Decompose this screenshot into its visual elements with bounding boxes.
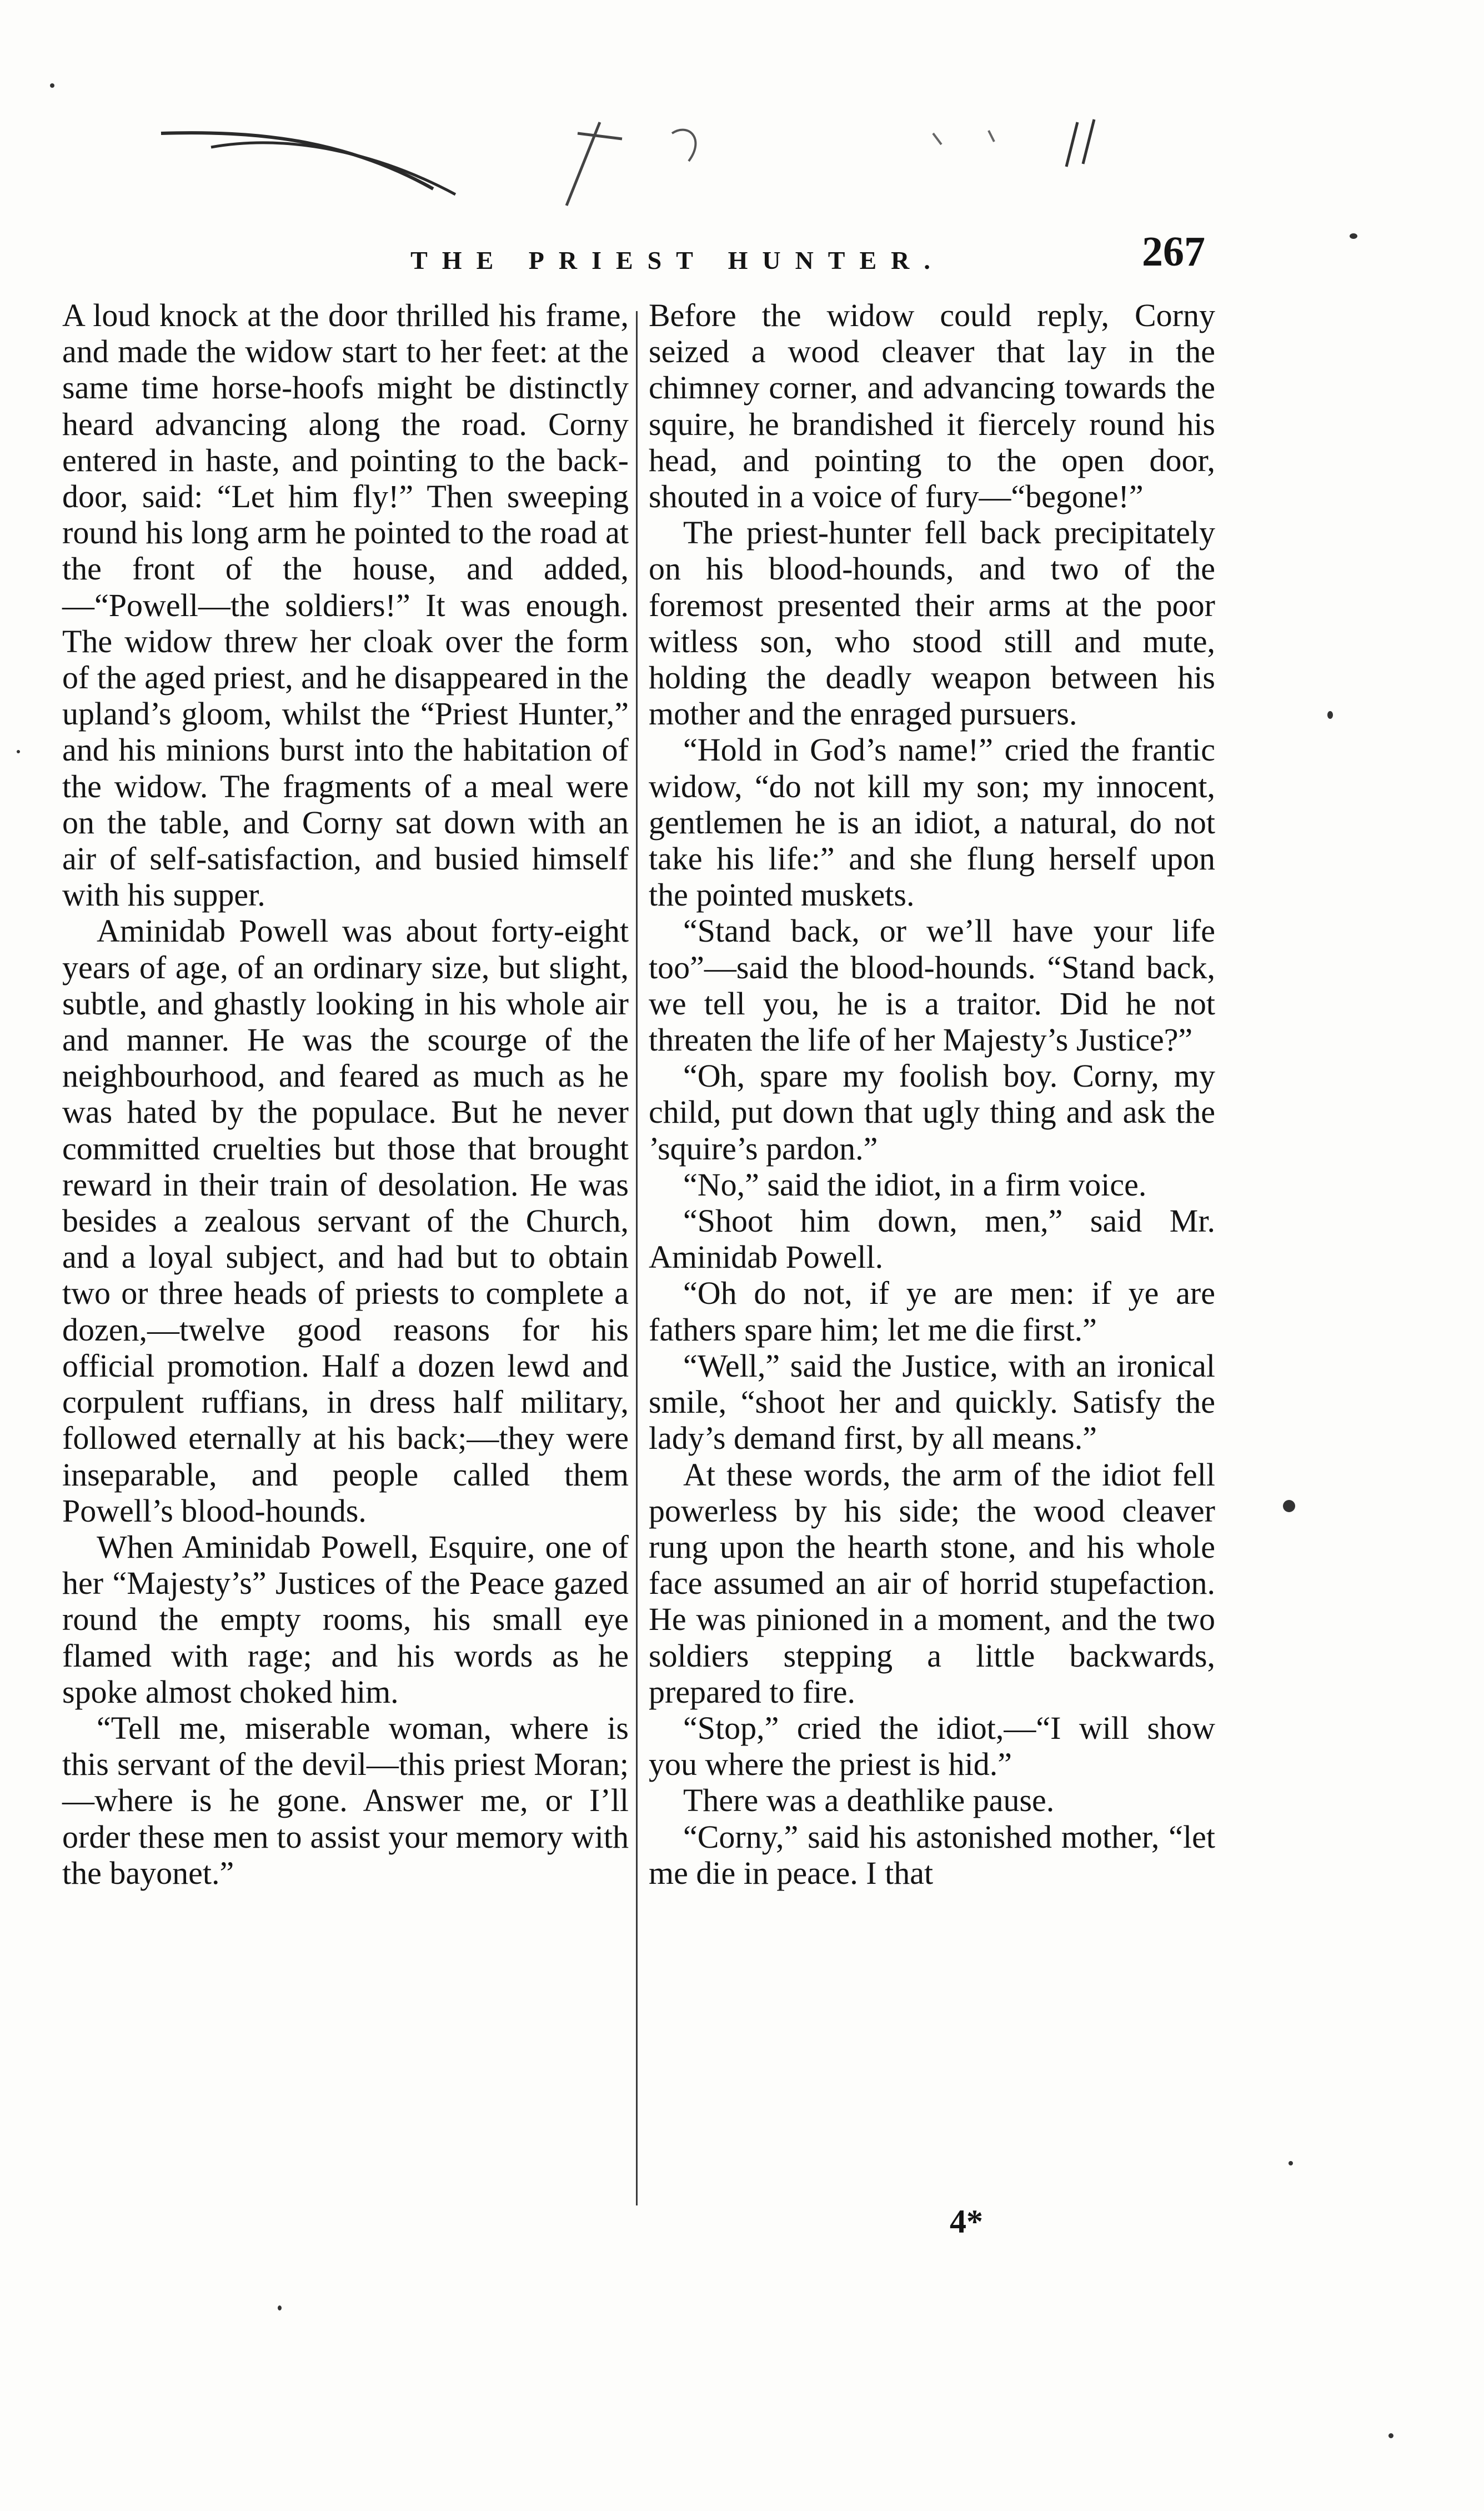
left-paragraph-1: A loud knock at the door thrilled his frame, and made the widow start to her feet: at the same time horse-hoofs might be distinctly heard advancing along the road. Corny entered in haste, and pointing to the back-door, said: “Let him fly!” Then sweeping round his long arm he pointed to the road at the front of the house, and added,—“Powell—the soldiers!” It was enough. The widow threw her cloak over the form of the aged priest, and he disappeared in the upland’s gloom, whilst the “Priest Hunter,” and his minions burst into the habitation of the widow. The fragments of a meal were on the table, and Corny sat down with an air of self-satisfaction, and busied himself with his supper.	[62, 297, 629, 913]
signature-mark: 4*	[950, 2203, 983, 2240]
right-paragraph-10: At these words, the arm of the idiot fell powerless by his side; the wood cleaver rung upon the hearth stone, and his whole face assumed an air of horrid stupefaction. He was pinioned in a moment, and the two soldiers stepping a little backwards, prepared to fire.	[649, 1456, 1215, 1710]
right-paragraph-11: “Stop,” cried the idiot,—“I will show you where the priest is hid.”	[649, 1709, 1215, 1783]
column-divider	[636, 311, 638, 2205]
right-paragraph-7: “Shoot him down, men,” said Mr. Aminidab Powell.	[649, 1203, 1215, 1275]
right-paragraph-3: “Hold in God’s name!” cried the frantic widow, “do not kill my son; my innocent, gentlemen he is an idiot, a natural, do not take his life:” and she flung herself upon the pointed muskets.	[649, 732, 1215, 913]
right-paragraph-1: Before the widow could reply, Corny seized a wood cleaver that lay in the chimney corner, and advancing towards the squire, he brandished it fiercely round his head, and pointing to the open door, shouted in a voice of fury—“begone!”	[649, 297, 1215, 515]
right-paragraph-6: “No,” said the idiot, in a firm voice.	[683, 1166, 1147, 1203]
right-paragraph-2: The priest-hunter fell back precipitately on his blood-hounds, and two of the foremost presented their arms at the poor witless son, who stood still and mute, holding the deadly weapon between his mother and the enraged pursuers.	[649, 514, 1215, 732]
right-paragraph-9: “Well,” said the Justice, with an ironical smile, “shoot her and quickly. Satisfy the lady’s demand first, by all means.”	[649, 1347, 1215, 1457]
left-paragraph-2: Aminidab Powell was about forty-eight years of age, of an ordinary size, but slight, subtle, and ghastly looking in his whole air and manner. He was the scourge of the neighbourhood, and feared as much as he was hated by the populace. But he never committed cruelties but those that brought reward in their train of desolation. He was besides a zealous servant of the Church, and a loyal subject, and had but to obtain two or three heads of priests to complete a dozen,—twelve good reasons for his official promotion. Half a dozen lewd and corpulent ruffians, in dress half military, followed eternally at his back;—they were inseparable, and people called them Powell’s blood-hounds.	[62, 913, 629, 1529]
right-paragraph-8: “Oh do not, if ye are men: if ye are fathers spare him; let me die first.”	[649, 1275, 1215, 1348]
page-number: 267	[1142, 228, 1205, 275]
left-paragraph-3: When Aminidab Powell, Esquire, one of her “Majesty’s” Justices of the Peace gazed round the empty rooms, his small eye flamed with rage; and his words as he spoke almost choked him.	[62, 1528, 629, 1710]
right-column	[649, 297, 1215, 1891]
right-paragraph-12: There was a deathlike pause.	[683, 1782, 1055, 1819]
right-paragraph-4: “Stand back, or we’ll have your life too”—said the blood-hounds. “Stand back, we tell you, he is a traitor. Did he not threaten the life of her Majesty’s Justice?”	[649, 913, 1215, 1058]
page-header	[61, 222, 1205, 294]
right-paragraph-13: “Corny,” said his astonished mother, “let me die in peace. I that	[649, 1818, 1215, 1891]
left-paragraph-4: “Tell me, miserable woman, where is this servant of the devil—this priest Moran;—where is he gone. Answer me, or I’ll order these men to assist your memory with the bayonet.”	[62, 1709, 629, 1891]
left-column	[62, 297, 629, 1891]
right-paragraph-5: “Oh, spare my foolish boy. Corny, my child, put down that ugly thing and ask the ’squire’s pardon.”	[649, 1058, 1215, 1167]
running-title: THE PRIEST HUNTER.	[410, 246, 945, 274]
